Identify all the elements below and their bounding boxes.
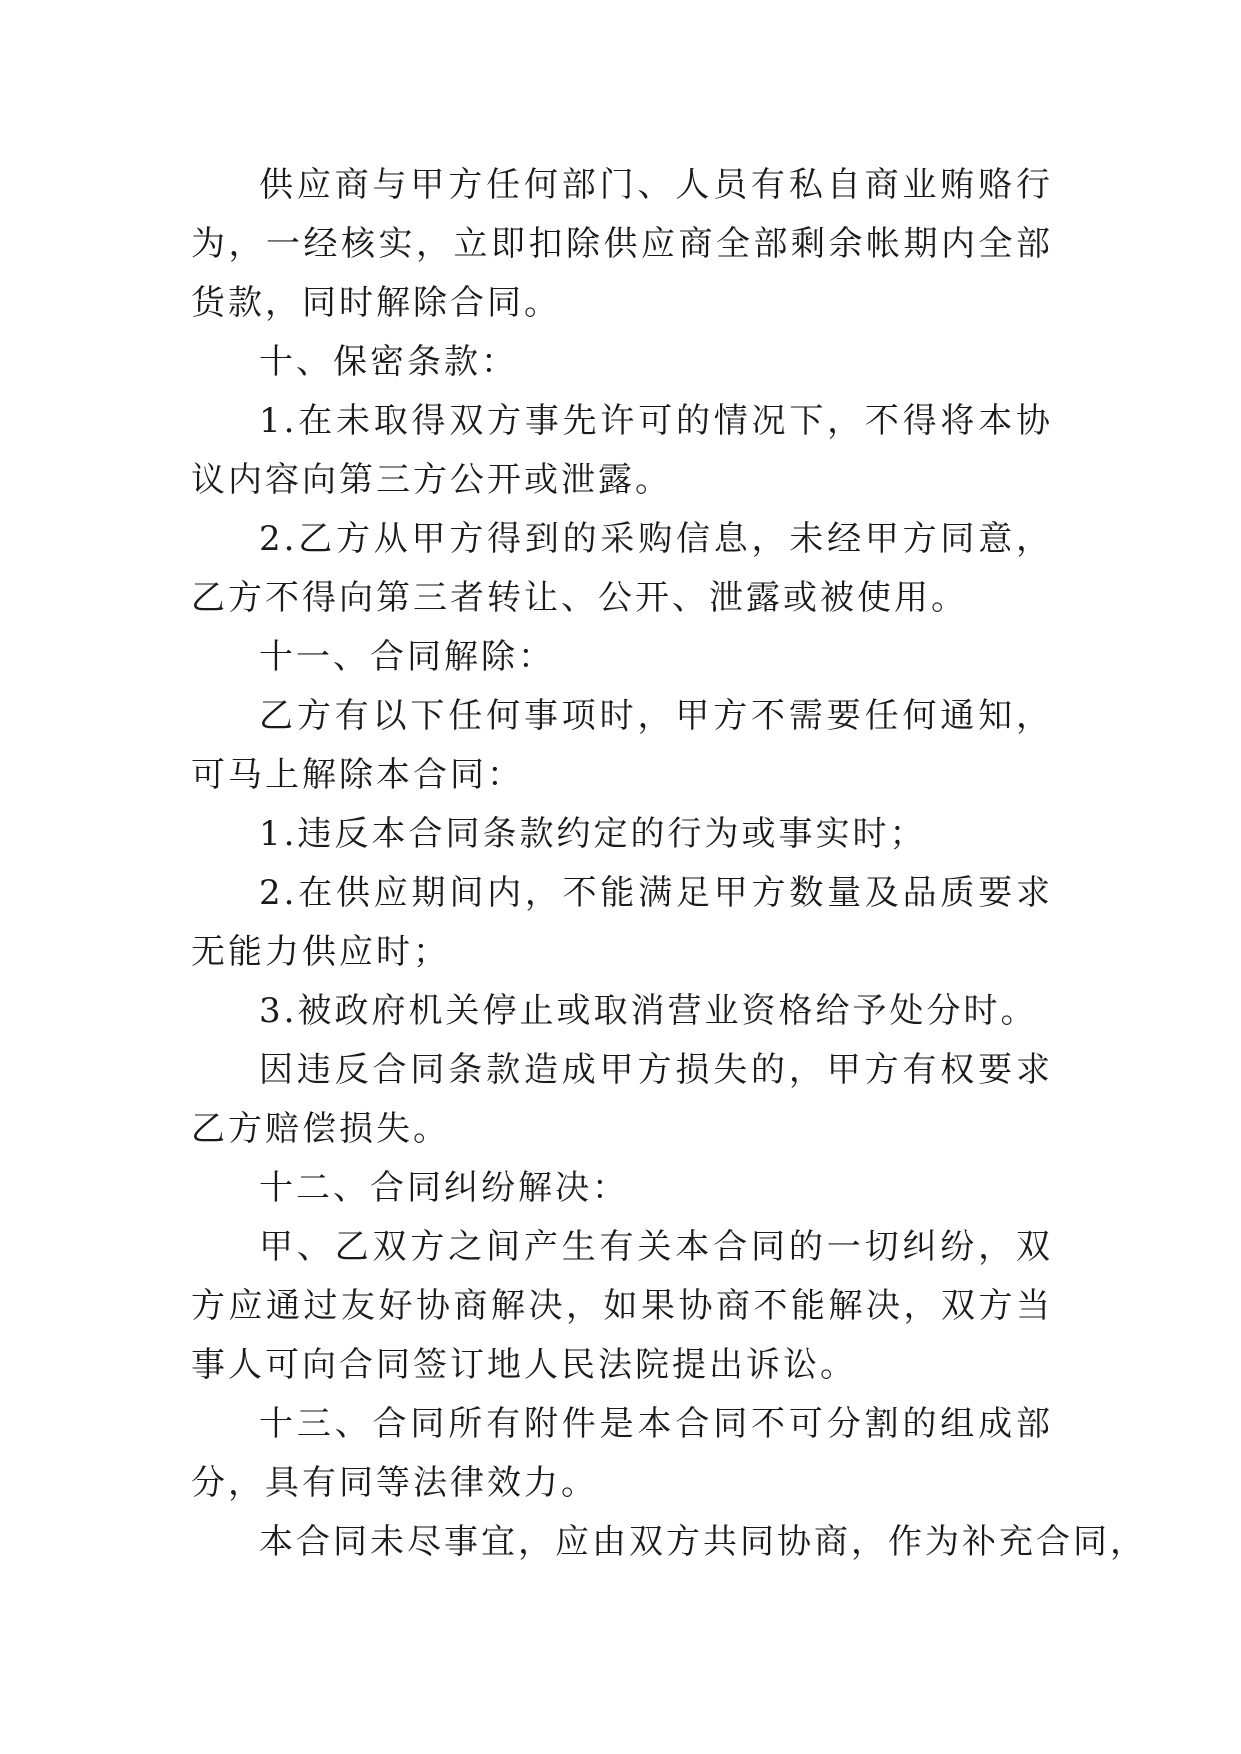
paragraph-termination-3: 3.被政府机关停止或取消营业资格给予处分时。 <box>259 991 1038 1031</box>
paragraph-bribery: 供应商与甲方任何部门、人员有私自商业贿赂行为，一经核实，立即扣除供应商全部剩余帐期内全部货款，同时解除合同。 <box>191 165 1053 323</box>
paragraph-termination-2: 2.在供应期间内，不能满足甲方数量及品质要求无能力供应时； <box>191 873 1053 972</box>
paragraph-confidentiality-1: 1.在未取得双方事先许可的情况下，不得将本协议内容向第三方公开或泄露。 <box>191 401 1053 500</box>
document-body <box>191 156 1147 1572</box>
heading-confidentiality: 十、保密条款： <box>259 342 518 382</box>
paragraph-dispute-resolution: 甲、乙双方之间产生有关本合同的一切纠纷，双方应通过友好协商解决，如果协商不能解决，双方当事人可向合同签订地人民法院提出诉讼。 <box>191 1227 1053 1385</box>
paragraph-attachments: 十三、合同所有附件是本合同不可分割的组成部分，具有同等法律效力。 <box>191 1404 1053 1503</box>
heading-dispute-resolution: 十二、合同纠纷解决： <box>259 1168 629 1208</box>
paragraph-supplementary: 本合同未尽事宜，应由双方共同协商，作为补充合同， <box>259 1522 1147 1562</box>
heading-termination: 十一、合同解除： <box>259 637 555 677</box>
paragraph-termination-intro: 乙方有以下任何事项时，甲方不需要任何通知，可马上解除本合同： <box>191 696 1053 795</box>
paragraph-termination-1: 1.违反本合同条款约定的行为或事实时； <box>259 814 927 854</box>
paragraph-compensation: 因违反合同条款造成甲方损失的，甲方有权要求乙方赔偿损失。 <box>191 1050 1053 1149</box>
paragraph-confidentiality-2: 2.乙方从甲方得到的采购信息，未经甲方同意，乙方不得向第三者转让、公开、泄露或被使用。 <box>191 519 1053 618</box>
